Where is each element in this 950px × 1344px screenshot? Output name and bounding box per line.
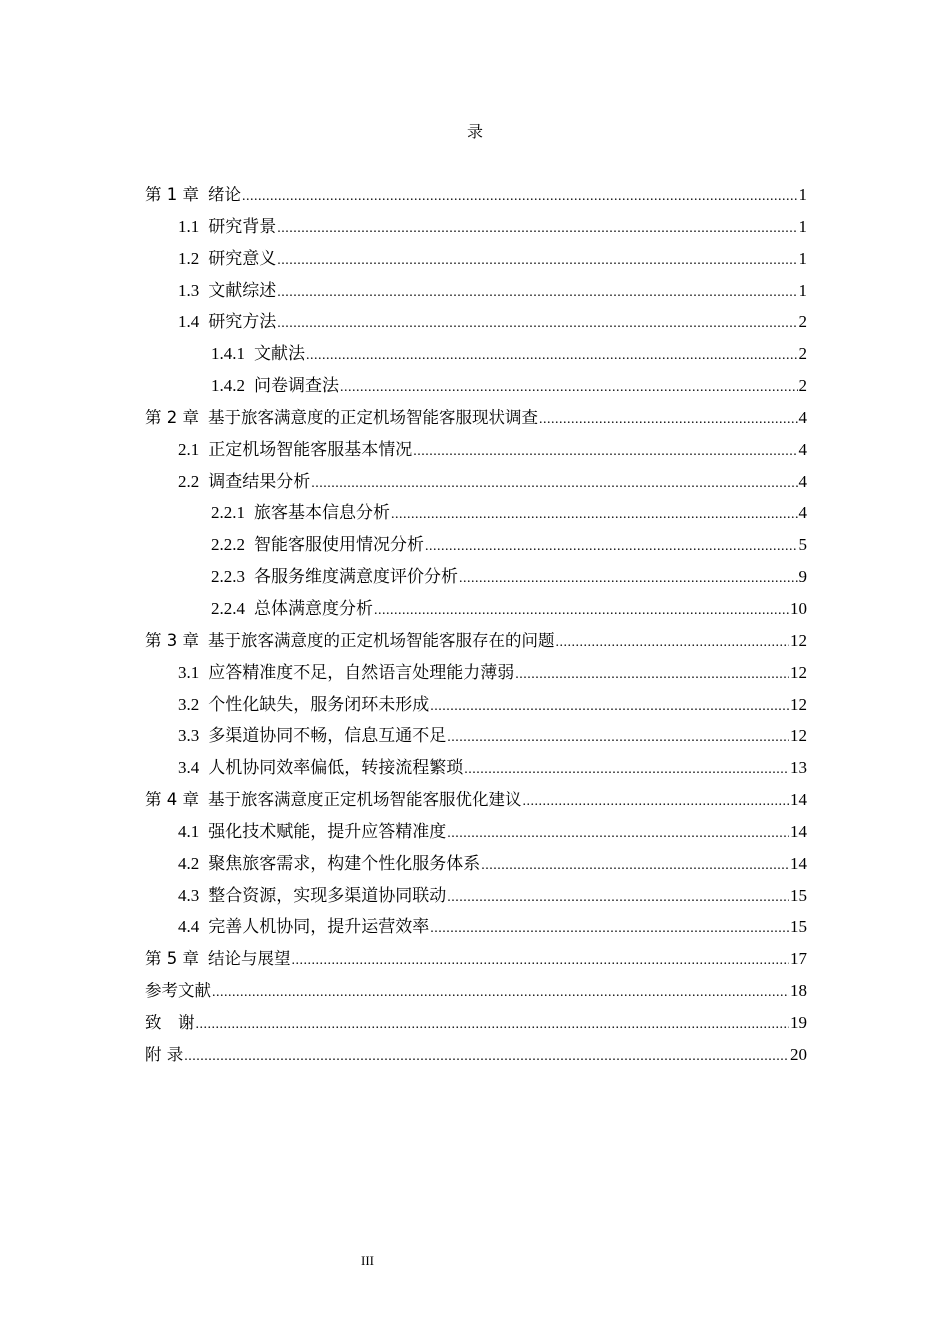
toc-entry-number: 4.2: [178, 853, 200, 873]
toc-entry-number: 2.2.3: [211, 567, 245, 587]
toc-entry-number: 3.3: [178, 726, 200, 746]
dot-leader: [425, 536, 798, 558]
toc-entry-number: 4.3: [178, 885, 200, 905]
toc-entry-label: 旅客基本信息分析: [254, 503, 390, 524]
toc-entry-page: 12: [790, 630, 807, 650]
toc-entry[interactable]: [145, 566, 807, 598]
toc-entry-number: 1.3: [178, 280, 200, 300]
toc-entry[interactable]: [145, 343, 807, 375]
toc-entry-page: 2: [798, 344, 807, 364]
toc-entry[interactable]: [145, 980, 807, 1012]
dot-leader: [391, 504, 798, 526]
toc-entry-page: 1: [798, 216, 807, 236]
toc-entry-page: 17: [790, 949, 807, 969]
dot-leader: [311, 473, 797, 495]
toc-entry-label: 问卷调查法: [254, 376, 339, 397]
toc-entry[interactable]: [145, 439, 807, 471]
toc-title: 录: [466, 122, 483, 141]
dot-leader: [447, 727, 789, 749]
toc-entry-page: 1: [798, 248, 807, 268]
toc-entry-label: 研究方法: [208, 312, 277, 333]
toc-entry[interactable]: [145, 757, 807, 789]
table-of-contents: [145, 184, 807, 1076]
toc-entry-number: 3.1: [178, 662, 200, 682]
toc-entry-page: 12: [790, 662, 807, 682]
toc-entry-page: 13: [790, 758, 807, 778]
toc-entry[interactable]: [145, 662, 807, 694]
toc-entry[interactable]: [145, 630, 807, 662]
toc-entry-label: 参考文献: [145, 981, 211, 1001]
dot-leader: [464, 759, 789, 781]
toc-entry-label: 调查结果分析: [208, 471, 311, 492]
toc-entry-number: 2.2.1: [211, 503, 245, 523]
toc-entry-label: 附 录: [145, 1044, 184, 1064]
toc-entry-label: 基于旅客满意度的正定机场智能客服现状调查: [208, 407, 538, 427]
toc-entry-number: 1.2: [178, 248, 200, 268]
toc-entry-page: 14: [790, 790, 807, 810]
toc-entry-number: 第 4 章: [145, 790, 199, 810]
toc-entry-number: 第 1 章: [145, 185, 199, 204]
page-number: III: [361, 1253, 374, 1268]
toc-entry-label: 各服务维度满意度评价分析: [254, 567, 458, 588]
dot-leader: [447, 823, 789, 845]
toc-entry-page: 1: [798, 280, 807, 300]
toc-entry-number: 1.4: [178, 312, 200, 332]
toc-entry-page: 4: [798, 439, 807, 459]
toc-entry-page: 2: [798, 312, 807, 332]
dot-leader: [430, 696, 789, 718]
toc-entry-page: 4: [798, 471, 807, 491]
toc-entry-label: 完善人机协同，提升运营效率: [208, 917, 430, 938]
toc-entry[interactable]: [145, 1012, 807, 1044]
toc-entry-number: 2.2.2: [211, 535, 245, 555]
toc-entry[interactable]: [145, 471, 807, 503]
toc-entry-number: 2.1: [178, 439, 200, 459]
toc-entry-label: 基于旅客满意度正定机场智能客服优化建议: [208, 790, 522, 810]
dot-leader: [515, 664, 789, 686]
toc-entry[interactable]: [145, 821, 807, 853]
toc-entry-number: 4.4: [178, 917, 200, 937]
toc-entry-label: 研究背景: [208, 216, 277, 237]
toc-entry-page: 5: [798, 535, 807, 555]
toc-entry[interactable]: [145, 502, 807, 534]
toc-entry[interactable]: [145, 280, 807, 312]
toc-entry[interactable]: [145, 948, 807, 980]
toc-entry[interactable]: [145, 216, 807, 248]
toc-entry-page: 15: [790, 917, 807, 937]
toc-entry[interactable]: [145, 885, 807, 917]
toc-entry-page: 2: [798, 376, 807, 396]
toc-entry[interactable]: [145, 311, 807, 343]
toc-entry-page: 14: [790, 821, 807, 841]
toc-entry-page: 12: [790, 694, 807, 714]
toc-entry-number: 3.4: [178, 758, 200, 778]
dot-leader: [447, 887, 789, 909]
toc-entry-page: 1: [798, 185, 807, 204]
toc-entry-number: 1.4.2: [211, 376, 245, 396]
toc-entry[interactable]: [145, 184, 807, 216]
toc-entry-label: 个性化缺失，服务闭环未形成: [208, 694, 430, 715]
dot-leader: [292, 950, 790, 972]
toc-entry-page: 10: [790, 598, 807, 618]
toc-entry-page: 12: [790, 726, 807, 746]
toc-entry[interactable]: [145, 534, 807, 566]
dot-leader: [277, 313, 797, 335]
dot-leader: [184, 1046, 789, 1068]
dot-leader: [277, 282, 797, 304]
toc-entry[interactable]: [145, 725, 807, 757]
toc-entry-label: 智能客服使用情况分析: [254, 535, 424, 556]
toc-entry-number: 第 3 章: [145, 630, 199, 650]
dot-leader: [481, 855, 789, 877]
toc-entry-label: 绪论: [208, 185, 241, 204]
toc-entry-label: 研究意义: [208, 248, 277, 269]
toc-entry-page: 4: [798, 503, 807, 523]
dot-leader: [523, 791, 790, 813]
dot-leader: [196, 1014, 790, 1036]
toc-entry[interactable]: [145, 407, 807, 439]
toc-entry-number: 4.1: [178, 821, 200, 841]
dot-leader: [340, 377, 798, 399]
toc-entry[interactable]: [145, 853, 807, 885]
toc-entry-number: 第 5 章: [145, 949, 199, 969]
toc-entry-number: 2.2: [178, 471, 200, 491]
dot-leader: [430, 918, 789, 940]
toc-entry-number: 2.2.4: [211, 598, 245, 618]
toc-entry[interactable]: [145, 1044, 807, 1076]
toc-entry-label: 强化技术赋能，提升应答精准度: [208, 821, 447, 842]
dot-leader: [413, 441, 797, 463]
dot-leader: [212, 982, 789, 1004]
toc-entry-label: 整合资源，实现多渠道协同联动: [208, 885, 447, 906]
toc-entry[interactable]: [145, 694, 807, 726]
toc-entry-label: 聚焦旅客需求，构建个性化服务体系: [208, 853, 481, 874]
toc-entry-page: 18: [790, 981, 807, 1001]
toc-entry-page: 19: [790, 1012, 807, 1032]
dot-leader: [556, 632, 790, 654]
toc-entry[interactable]: [145, 375, 807, 407]
dot-leader: [539, 409, 798, 431]
toc-entry-label: 文献综述: [208, 280, 277, 301]
toc-entry-page: 20: [790, 1044, 807, 1064]
toc-entry-number: 1.1: [178, 216, 200, 236]
toc-entry-label: 多渠道协同不畅，信息互通不足: [208, 726, 447, 747]
toc-entry-label: 正定机场智能客服基本情况: [208, 439, 413, 460]
dot-leader: [242, 186, 798, 208]
toc-entry-label: 总体满意度分析: [254, 598, 373, 619]
toc-entry-page: 4: [798, 407, 807, 427]
toc-entry-label: 基于旅客满意度的正定机场智能客服存在的问题: [208, 630, 555, 650]
dot-leader: [277, 250, 797, 272]
dot-leader: [306, 345, 798, 367]
toc-entry[interactable]: [145, 598, 807, 630]
dot-leader: [459, 568, 798, 590]
toc-entry-number: 1.4.1: [211, 344, 245, 364]
toc-entry-label: 应答精准度不足，自然语言处理能力薄弱: [208, 662, 515, 683]
toc-entry-page: 14: [790, 853, 807, 873]
toc-entry-label: 人机协同效率偏低，转接流程繁琐: [208, 758, 464, 779]
dot-leader: [277, 218, 797, 240]
toc-entry-label: 致 谢: [145, 1012, 195, 1032]
toc-entry-page: 15: [790, 885, 807, 905]
toc-entry[interactable]: [145, 789, 807, 821]
toc-entry-number: 第 2 章: [145, 407, 199, 427]
toc-entry-number: 3.2: [178, 694, 200, 714]
toc-entry[interactable]: [145, 916, 807, 948]
toc-entry[interactable]: [145, 248, 807, 280]
toc-entry-label: 文献法: [254, 344, 305, 365]
toc-entry-label: 结论与展望: [208, 949, 291, 969]
dot-leader: [374, 600, 789, 622]
toc-entry-page: 9: [798, 567, 807, 587]
